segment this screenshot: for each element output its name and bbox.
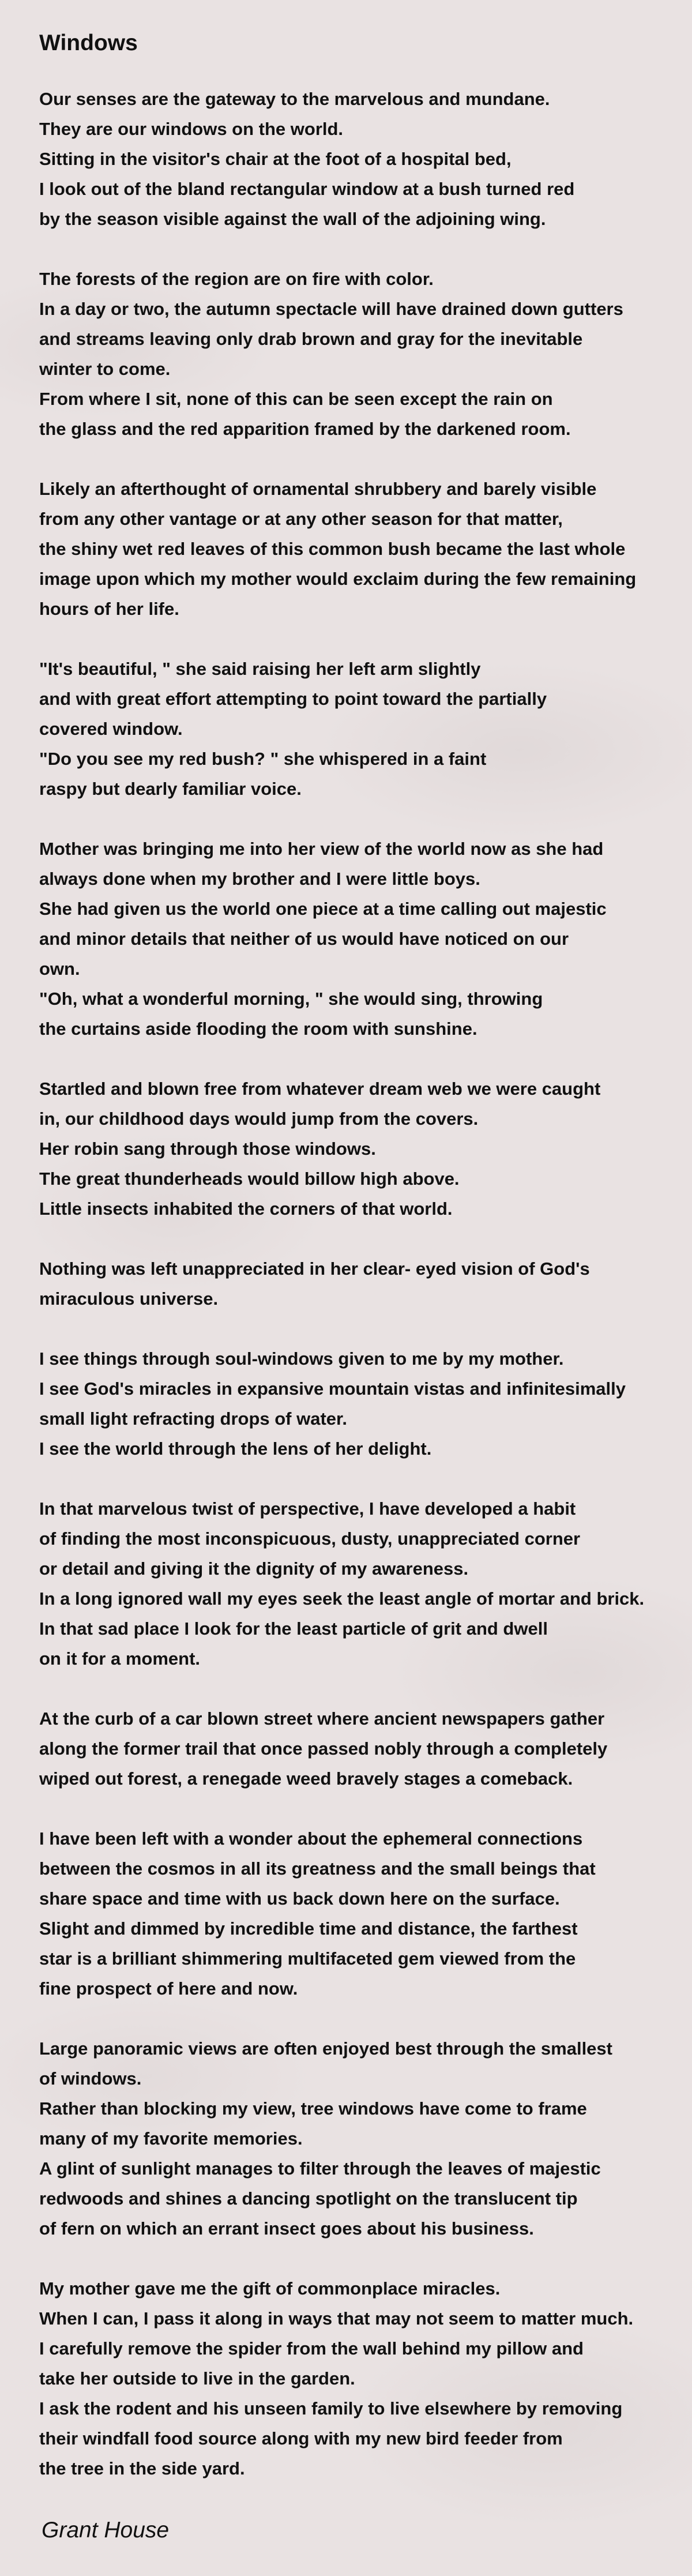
poem-line: Large panoramic views are often enjoyed best through the smallest [39, 2038, 612, 2059]
poem-line: She had given us the world one piece at a time calling out majestic [39, 899, 607, 919]
poem-line: "It's beautiful, " she said raising her left arm slightly [39, 659, 481, 679]
poem-line: redwoods and shines a dancing spotlight on the translucent tip [39, 2188, 578, 2209]
poem-line: In that sad place I look for the least particle of grit and dwell [39, 1619, 548, 1639]
poem-line: raspy but dearly familiar voice. [39, 779, 302, 799]
poem-line: I see the world through the lens of her delight. [39, 1439, 432, 1459]
poem-line: A glint of sunlight manages to filter through the leaves of majestic [39, 2158, 601, 2179]
poem-line: along the former trail that once passed nobly through a completely [39, 1738, 608, 1759]
poem-line: The forests of the region are on fire with color. [39, 269, 434, 289]
poem-stanza [39, 84, 669, 234]
poem-line: on it for a moment. [39, 1649, 200, 1669]
poem-line: I have been left with a wonder about the ephemeral connections [39, 1828, 583, 1849]
poem-line: I carefully remove the spider from the wall behind my pillow and [39, 2338, 584, 2359]
poem-line: between the cosmos in all its greatness and the small beings that [39, 1858, 596, 1879]
poem-stanza [39, 2034, 669, 2244]
poem-stanza [39, 1344, 669, 1464]
poem-line: Sitting in the visitor's chair at the foot of a hospital bed, [39, 149, 512, 169]
poem-line: In a day or two, the autumn spectacle will have drained down gutters [39, 299, 623, 319]
poem-line: I see things through soul-windows given to me by my mother. [39, 1349, 564, 1369]
poem-title: Windows [39, 31, 138, 55]
poem-line: of fern on which an errant insect goes about his business. [39, 2218, 534, 2239]
poem-line: From where I sit, none of this can be seen except the rain on [39, 389, 553, 409]
poem-line: Her robin sang through those windows. [39, 1139, 376, 1159]
poem-line: the shiny wet red leaves of this common bush became the last whole [39, 539, 626, 559]
poem-stanza [39, 1254, 669, 1314]
poem-line: At the curb of a car blown street where ancient newspapers gather [39, 1708, 605, 1729]
poem-stanza [39, 474, 669, 624]
poem-line: many of my favorite memories. [39, 2128, 303, 2149]
poem-stanza [39, 1704, 669, 1794]
poem-line: and streams leaving only drab brown and gray for the inevitable [39, 329, 583, 349]
poem-line: always done when my brother and I were little boys. [39, 869, 480, 889]
poem-line: "Do you see my red bush? " she whispered in a faint [39, 749, 487, 769]
poem-line: own. [39, 959, 80, 979]
poem-line: of windows. [39, 2068, 142, 2089]
poem-line: Nothing was left unappreciated in her clear- eyed vision of God's [39, 1259, 590, 1279]
poem-line: and minor details that neither of us would have noticed on our [39, 929, 569, 949]
poem-line: wiped out forest, a renegade weed bravely stages a comeback. [39, 1768, 573, 1789]
poem-line: of finding the most inconspicuous, dusty, unappreciated corner [39, 1529, 581, 1549]
poem-line: In a long ignored wall my eyes seek the least angle of mortar and brick. [39, 1589, 645, 1609]
poem-stanza [39, 834, 669, 1044]
poem-line: take her outside to live in the garden. [39, 2368, 355, 2389]
poem-line: "Oh, what a wonderful morning, " she would sing, throwing [39, 989, 543, 1009]
poem-line: and with great effort attempting to point toward the partially [39, 689, 547, 709]
poem-line: I ask the rodent and his unseen family to live elsewhere by removing [39, 2398, 623, 2419]
poem-line: Our senses are the gateway to the marvelous and mundane. [39, 89, 550, 109]
poem-line: Startled and blown free from whatever dream web we were caught [39, 1079, 601, 1099]
poem-line: by the season visible against the wall of the adjoining wing. [39, 209, 546, 229]
poem-line: their windfall food source along with my new bird feeder from [39, 2428, 563, 2449]
poem-line: Rather than blocking my view, tree windows have come to frame [39, 2098, 587, 2119]
poem-line: hours of her life. [39, 599, 179, 619]
poem-line: Slight and dimmed by incredible time and distance, the farthest [39, 1918, 578, 1939]
poem-line: share space and time with us back down here on the surface. [39, 1888, 560, 1909]
poem-stanza [39, 1074, 669, 1224]
poem-line: When I can, I pass it along in ways that may not seem to matter much. [39, 2308, 634, 2329]
poem-line: image upon which my mother would exclaim during the few remaining [39, 569, 637, 589]
poem-stanza [39, 264, 669, 444]
poem-line: They are our windows on the world. [39, 119, 344, 139]
poem-stanza [39, 1494, 669, 1674]
poem-line: fine prospect of here and now. [39, 1978, 298, 1999]
poem-line: from any other vantage or at any other season for that matter, [39, 509, 563, 529]
poem-line: miraculous universe. [39, 1289, 219, 1309]
poem-line: winter to come. [39, 359, 171, 379]
poem-line: In that marvelous twist of perspective, I have developed a habit [39, 1499, 576, 1519]
poem-author: Grant House [42, 2518, 170, 2543]
poem-line: star is a brilliant shimmering multifaceted gem viewed from the [39, 1948, 576, 1969]
poem-stanza [39, 1824, 669, 2004]
poem-line: small light refracting drops of water. [39, 1409, 347, 1429]
poem-line: or detail and giving it the dignity of my awareness. [39, 1559, 469, 1579]
poem-line: My mother gave me the gift of commonplace miracles. [39, 2278, 501, 2299]
poem-line: Mother was bringing me into her view of the world now as she had [39, 839, 604, 859]
poem-line: I look out of the bland rectangular window at a bush turned red [39, 179, 575, 199]
poem-stanza [39, 654, 669, 804]
poem-line: The great thunderheads would billow high above. [39, 1169, 460, 1189]
poem-line: the tree in the side yard. [39, 2458, 245, 2479]
poem-line: the glass and the red apparition framed by the darkened room. [39, 419, 571, 439]
poem-line: in, our childhood days would jump from the covers. [39, 1109, 479, 1129]
poem-line: Little insects inhabited the corners of that world. [39, 1199, 453, 1219]
poem-line: the curtains aside flooding the room with sunshine. [39, 1019, 477, 1039]
poem-body [39, 84, 669, 2484]
poem-line: I see God's miracles in expansive mountain vistas and infinitesimally [39, 1379, 626, 1399]
poem-line: covered window. [39, 719, 183, 739]
poem-stanza [39, 2274, 669, 2484]
poem-line: Likely an afterthought of ornamental shrubbery and barely visible [39, 479, 597, 499]
